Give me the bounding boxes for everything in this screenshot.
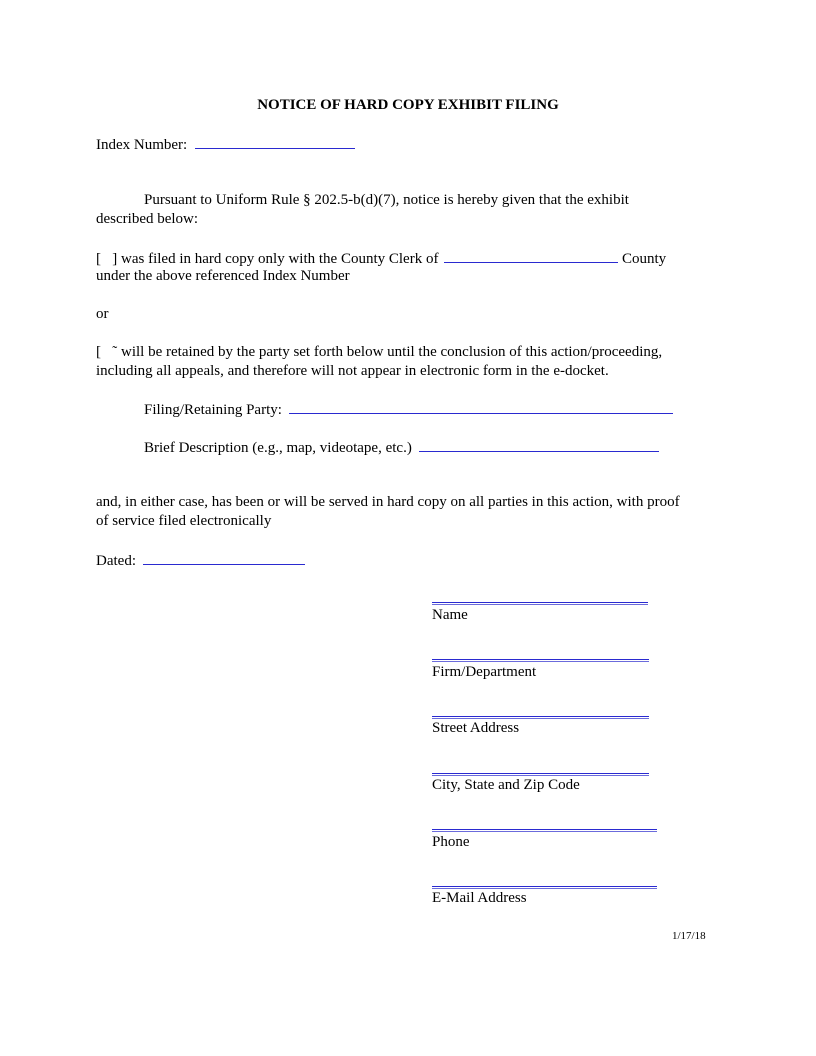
brief-description-field[interactable] [419, 437, 659, 452]
option-filed-line-2: under the above referenced Index Number [96, 268, 350, 284]
index-number-field[interactable] [195, 134, 355, 149]
dated-field[interactable] [143, 550, 305, 565]
firm-department-label: Firm/Department [432, 664, 537, 680]
street-address-line[interactable] [432, 716, 649, 717]
option-retained-line-2: including all appeals, and therefore will not appear in electronic form in the e-docket. [96, 363, 609, 379]
service-line-1: and, in either case, has been or will be served in hard copy on all parties in this action, with proof [96, 494, 680, 510]
filing-party-row [144, 399, 673, 420]
brief-description-label: Brief Description (e.g., map, videotape, etc.) [144, 440, 412, 456]
option-filed-with-clerk [96, 248, 666, 269]
county-field[interactable] [444, 248, 618, 263]
option-filed-text: was filed in hard copy only with the County Clerk of [121, 251, 439, 267]
pursuant-line-2: described below: [96, 211, 199, 227]
or-text: or [96, 306, 109, 322]
dated-label: Dated: [96, 553, 136, 569]
name-label: Name [432, 607, 468, 623]
page-title: NOTICE OF HARD COPY EXHIBIT FILING [257, 97, 559, 113]
index-number-row [96, 134, 355, 155]
name-signature-line[interactable] [432, 602, 648, 603]
option-retained-by-party [96, 343, 662, 362]
phone-label: Phone [432, 834, 470, 850]
option-retained-text: will be retained by the party set forth below until the conclusion of this action/proceeding, [121, 344, 663, 360]
dated-row [96, 550, 305, 571]
pursuant-line-1: Pursuant to Uniform Rule § 202.5-b(d)(7), notice is hereby given that the exhibit [144, 192, 629, 208]
filing-party-label: Filing/Retaining Party: [144, 402, 282, 418]
option-filed-checkbox[interactable]: [ ] [96, 251, 118, 267]
email-address-line[interactable] [432, 886, 657, 887]
revision-date: 1/17/18 [672, 930, 706, 942]
option-retained-checkbox[interactable]: [ ˜ [96, 344, 118, 360]
city-state-zip-label: City, State and Zip Code [432, 777, 580, 793]
county-label: County [621, 251, 667, 267]
email-address-label: E-Mail Address [432, 890, 527, 906]
firm-department-line[interactable] [432, 659, 649, 660]
brief-description-row [144, 437, 659, 458]
service-line-2: of service filed electronically [96, 513, 272, 529]
street-address-label: Street Address [432, 720, 520, 736]
phone-line[interactable] [432, 829, 657, 830]
city-state-zip-line[interactable] [432, 773, 649, 774]
index-number-label: Index Number: [96, 137, 188, 153]
filing-party-field[interactable] [289, 399, 673, 414]
